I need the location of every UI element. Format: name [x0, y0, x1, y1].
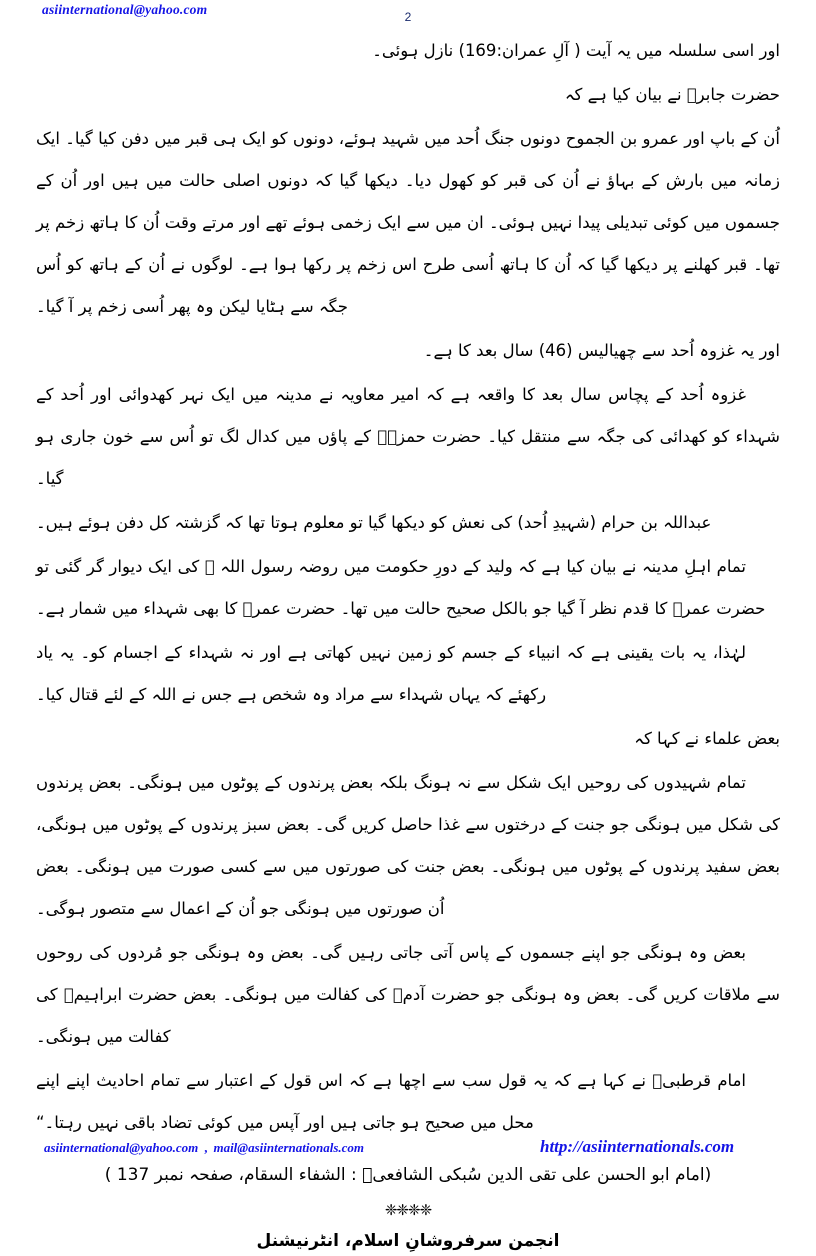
footer-email-group	[44, 1140, 364, 1156]
paragraph-p10: تمام شہیدوں کی روحیں ایک شکل سے نہ ہونگ بلکہ بعض پرندوں کے پوٹوں میں ہونگی۔ بعض پرندوں کی شکل میں ہونگی جو جنت کے درختوں سے غذا حاصل کریں گی۔ بعض سبز پرندوں کے پوٹوں میں ہونگی، بعض سفید پرندوں کے پوٹوں میں ہونگی۔ بعض جنت کی صورتوں میں سے کسی صورت میں ہونگی۔ بعض اُن صورتوں میں ہونگی جو اُن کے اعمال سے متصور ہوگی۔	[36, 773, 780, 918]
paragraph-p4: اور یہ غزوہ اُحد سے چھیالیس (46) سال بعد کا ہے۔	[423, 341, 780, 360]
footer-email-primary[interactable]: asiinternational@yahoo.com	[44, 1140, 199, 1155]
decorative-separator-icon: ❈❈❈❈	[384, 1201, 432, 1219]
footer-email-separator: ,	[204, 1140, 208, 1155]
page-header	[0, 0, 816, 34]
paragraph-p7: تمام اہلِ مدینہ نے بیان کیا ہے کہ ولید کے دورِ حکومت میں روضہ رسول اللہ ﷺ کی ایک دیوار گر گئی تو حضرت عمرؓ کا قدم نظر آ گیا جو بالکل صحیح حالت میں تھا۔ حضرت عمرؓ کا بھی شہداء میں شمار ہے۔	[36, 557, 766, 618]
header-email-link[interactable]: asiinternational@yahoo.com	[42, 2, 208, 17]
paragraph-p8: لہٰذا، یہ بات یقینی ہے کہ انبیاء کے جسم کو زمین نہیں کھاتی ہے اور نہ شہداء کے اجسام کو۔ یہ یاد رکھئے کہ یہاں شہداء سے مراد وہ شخص ہے جس نے اللہ کے لئے قتال کیا۔	[36, 643, 746, 704]
page-footer	[0, 1137, 816, 1170]
footer-email-secondary[interactable]: mail@asiinternationals.com	[213, 1140, 365, 1155]
paragraph-p12: امام قرطبیؒ نے کہا ہے کہ یہ قول سب سے اچھا ہے کہ اس قول کے اعتبار سے تمام احادیث اپنے اپنے محل میں صحیح ہو جاتی ہیں اور آپس میں کوئی تضاد باقی نہیں رہتا۔“	[36, 1071, 746, 1132]
paragraph-p3: اُن کے باپ اور عمرو بن الجموح دونوں جنگ اُحد میں شہید ہوئے، دونوں کو ایک ہی قبر میں دفن کیا گیا۔ ایک زمانہ میں بارش کے بہاؤ نے اُن کی قبر کو کھول دیا۔ دیکھا گیا کہ دونوں اصلی حالت میں ہیں اور اُن کے جسموں میں کوئی تبدیلی پیدا نہیں ہوئی۔ ان میں سے ایک زخمی ہوئے تھے اور مرتے وقت اُن کا ہاتھ زخم پر تھا۔ قبر کھلنے پر دیکھا گیا کہ اُن کا ہاتھ اُسی طرح اس زخم پر رکھا ہوا ہے۔ لوگوں نے اُن کے ہاتھ کو اُس جگہ سے ہٹایا لیکن وہ پھر اُسی زخم پر آ گیا۔	[36, 129, 780, 316]
paragraph-p11: بعض وہ ہونگی جو اپنے جسموں کے پاس آتی جاتی رہیں گی۔ بعض وہ ہونگی جو مُردوں کی روحوں سے ملاقات کریں گی۔ بعض وہ ہونگی جو حضرت آدمؑ کی کفالت میں ہونگی۔ بعض حضرت ابراہیمؑ کی کفالت میں ہونگی۔	[36, 943, 780, 1046]
paragraph-p2: حضرت جابرؓ نے بیان کیا ہے کہ	[564, 85, 780, 104]
footer-website-link[interactable]: http://asiinternationals.com	[540, 1137, 735, 1156]
paragraph-p5: غزوہ اُحد کے پچاس سال بعد کا واقعہ ہے کہ امیر معاویہ نے مدینہ میں ایک نہر کھدوائی اور اُحد کے شہداء کو کھدائی کی جگہ سے منتقل کیا۔ حضرت حمزہؓ کے پاؤں میں کدال لگ تو اُس سے خون جاری ہو گیا۔	[36, 385, 780, 488]
organization-name: انجمن سرفروشانِ اسلام، انٹرنیشنل	[256, 1231, 560, 1251]
paragraph-p1: اور اسی سلسلہ میں یہ آیت ( آلِ عمران:169) نازل ہوئی۔	[372, 41, 780, 60]
page-number: 2	[404, 10, 412, 24]
paragraph-p6: عبداللہ بن حرام (شہیدِ اُحد) کی نعش کو دیکھا گیا تو معلوم ہوتا تھا کہ گزشتہ کل دفن ہوئے ہیں۔	[36, 513, 712, 532]
paragraph-p9: بعض علماء نے کہا کہ	[634, 729, 780, 748]
source-citation: (امام ابو الحسن علی تقی الدین سُبکی الشافعیؒ : الشفاء السقام، صفحہ نمبر 137 )	[104, 1165, 712, 1185]
